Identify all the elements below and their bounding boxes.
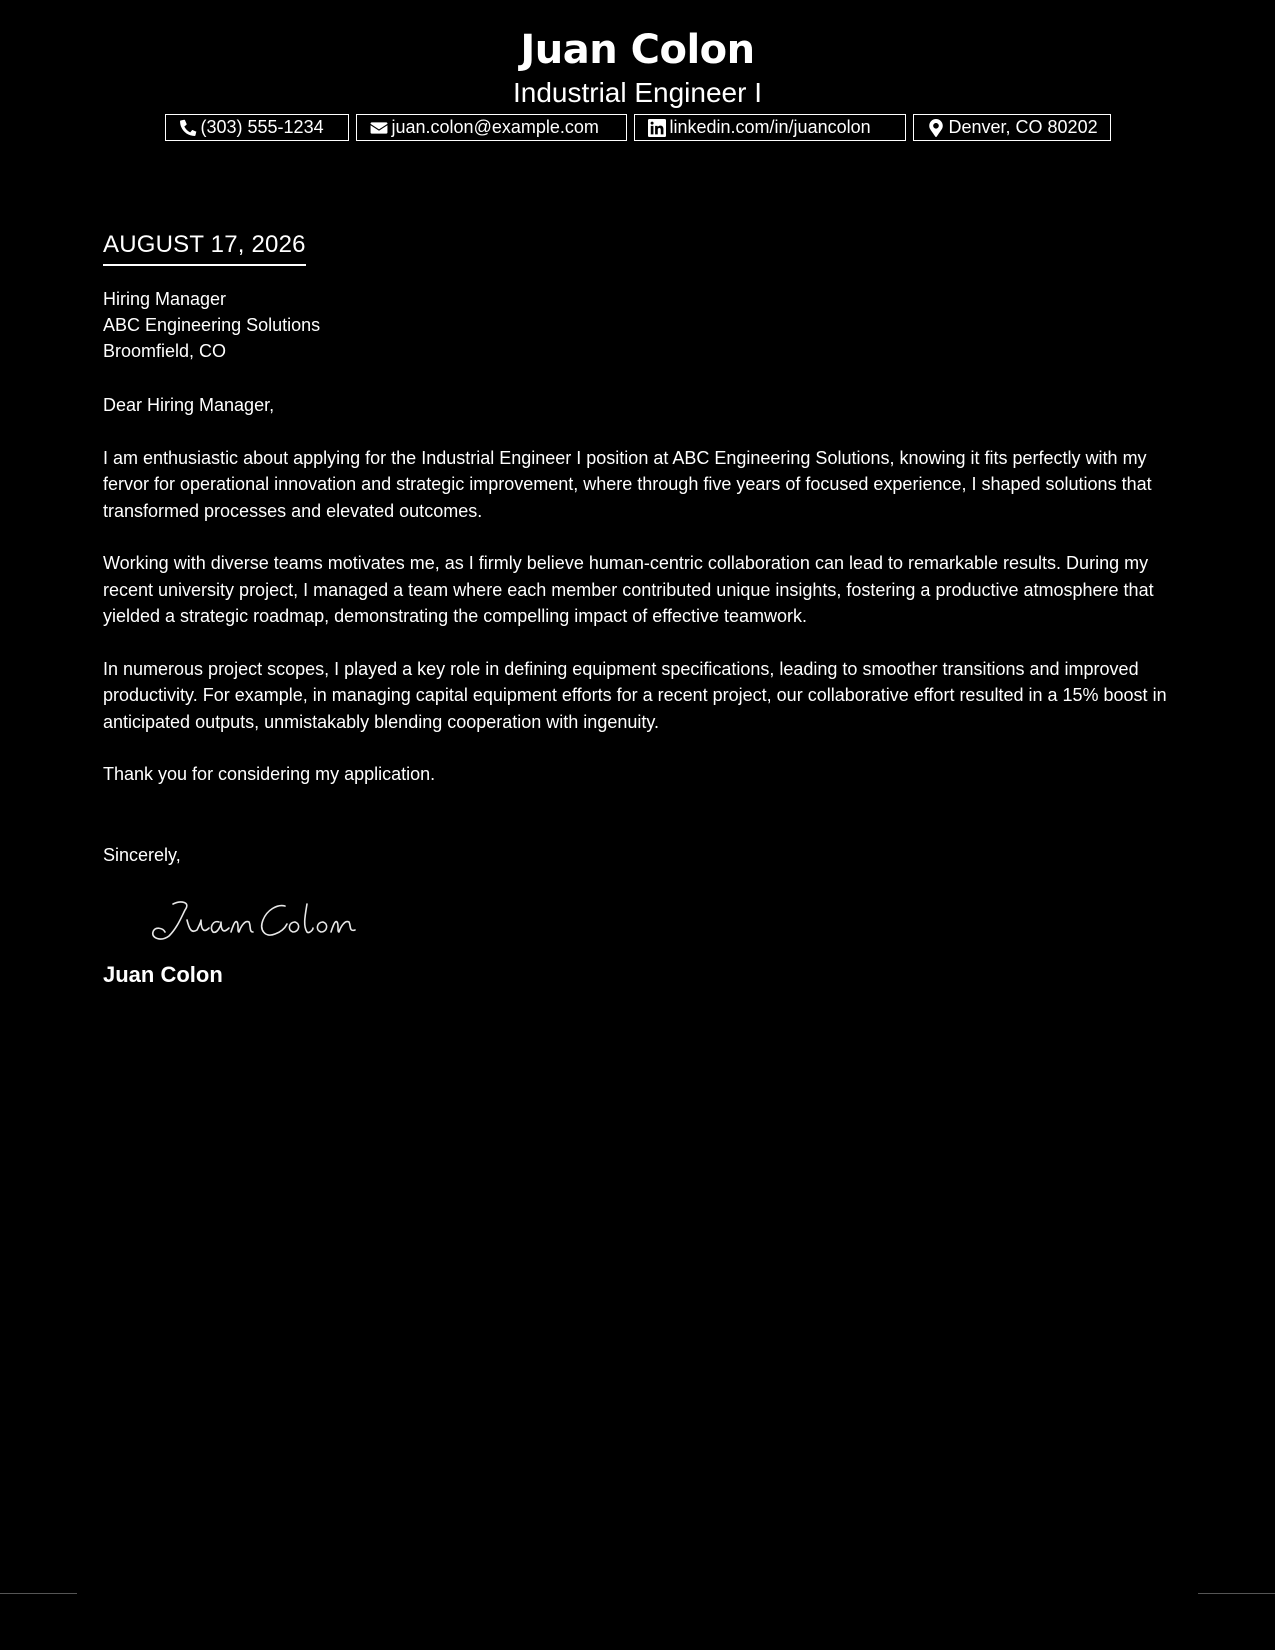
body-paragraph: In numerous project scopes, I played a key role in defining equipment specifications, leading to smoother transitions and improved productivity. For example, in managing capital equipment efforts for a recent project, our collaborative effort resulted in a 15% boost in anticipated outputs, unmistakably blending cooperation with ingenuity. (103, 658, 1167, 732)
contact-phone[interactable] (165, 114, 349, 141)
recipient-line: ABC Engineering Solutions (103, 315, 321, 335)
letter-date: AUGUST 17, 2026 (103, 228, 306, 266)
contact-location-text: Denver, CO 80202 (948, 117, 1098, 137)
phone-icon (179, 119, 197, 137)
contact-email-text: juan.colon@example.com (391, 117, 599, 137)
footer-divider-right (1198, 1593, 1275, 1594)
footer-divider-left (0, 1593, 77, 1594)
linkedin-icon (648, 119, 666, 137)
applicant-name: Juan Colon (520, 27, 755, 73)
contact-phone-text: (303) 555-1234 (200, 117, 324, 137)
salutation: Dear Hiring Manager, (103, 395, 275, 415)
body-paragraph: I am enthusiastic about applying for the Industrial Engineer I position at ABC Engineering Solutions, knowing it fits perfectly with my fervor for operational innovation and strategic improvement, where through five years of focused experience, I shaped solutions that transformed processes and elevated outcomes. (103, 447, 1152, 521)
body-paragraph: Working with diverse teams motivates me, as I firmly believe human-centric collaboration can lead to remarkable results. During my recent university project, I managed a team where each member contributed unique insights, fostering a productive atmosphere that yielded a strategic roadmap, demonstrating the compelling impact of effective teamwork. (103, 553, 1154, 626)
contact-location[interactable] (913, 114, 1111, 141)
contact-linkedin-text: linkedin.com/in/juancolon (669, 117, 871, 137)
recipient-block (103, 286, 1175, 364)
recipient-line: Hiring Manager (103, 289, 227, 309)
contact-email[interactable] (356, 114, 627, 141)
signer-name: Juan Colon (103, 962, 223, 987)
envelope-icon (370, 119, 388, 137)
body-paragraph: Thank you for considering my application. (103, 764, 436, 784)
closing: Sincerely, (103, 844, 181, 865)
map-pin-icon (927, 119, 945, 137)
letter-body (103, 228, 1175, 990)
recipient-line: Broomfield, CO (103, 341, 227, 361)
letter-header (0, 22, 1275, 141)
job-title: Industrial Engineer I (512, 77, 763, 108)
contact-linkedin[interactable] (634, 114, 906, 141)
handwritten-signature (143, 894, 403, 944)
contact-bar (0, 114, 1275, 141)
